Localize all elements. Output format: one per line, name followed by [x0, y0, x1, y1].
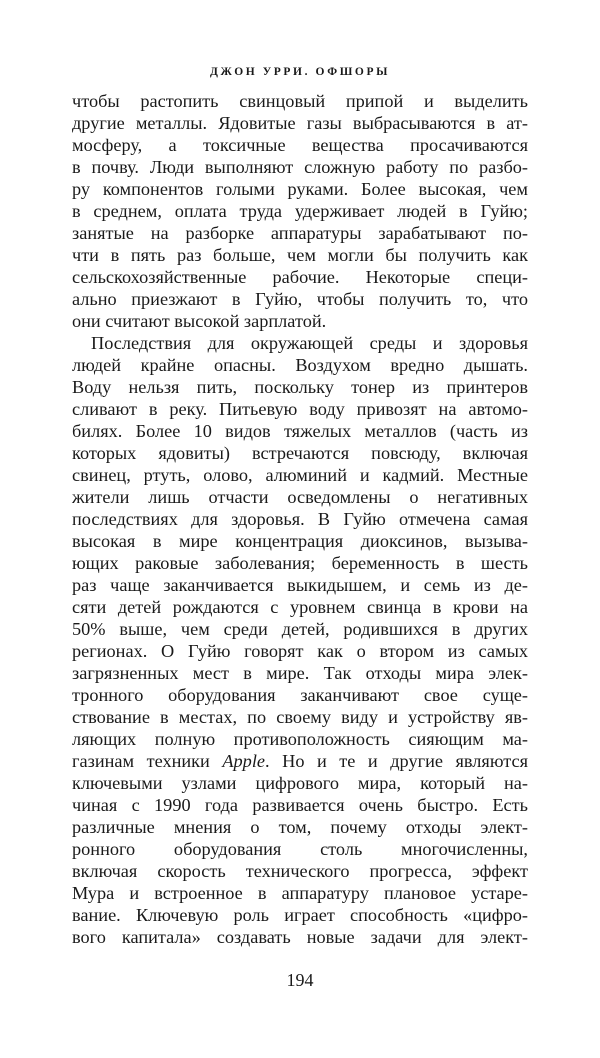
text-line: [72, 750, 528, 772]
text-line: ствование в местах, по своему виду и устройству яв-: [72, 707, 528, 727]
page-number: 194: [286, 970, 314, 990]
text-line: чти в пять раз больше, чем могли бы получить как: [72, 245, 528, 265]
text-line: Воду нельзя пить, поскольку тонер из принтеров: [72, 377, 528, 397]
text-line: вого капитала» создавать новые задачи для элект-: [72, 927, 528, 947]
text-line: в почву. Люди выполняют сложную работу по разбо-: [72, 157, 528, 177]
text-line: сливают в реку. Питьевую воду привозят на автомо-: [72, 399, 528, 419]
text-line: ру компонентов голыми руками. Более высокая, чем: [72, 179, 528, 199]
text-line: чтобы растопить свинцовый припой и выделить: [72, 91, 528, 111]
running-head: ДЖОН УРРИ. ОФШОРЫ: [210, 66, 390, 78]
text-line: они считают высокой зарплатой.: [72, 311, 327, 331]
text-segment: . Но и те и другие являются: [265, 751, 528, 771]
italic-brand-name: Apple: [222, 751, 266, 771]
text-line: ющих раковые заболевания; беременность в шесть: [72, 553, 528, 573]
text-line: сельскохозяйственные рабочие. Некоторые специ-: [72, 267, 528, 287]
text-line: Мура и встроенное в аппаратуру плановое устаре-: [72, 883, 528, 903]
text-line: мосферу, а токсичные вещества просачиваются: [72, 135, 528, 155]
text-line: билях. Более 10 видов тяжелых металлов (часть из: [72, 421, 528, 441]
text-line: ключевыми узлами цифрового мира, который на-: [72, 773, 528, 793]
text-line: ронного оборудования столь многочисленны,: [72, 839, 528, 859]
text-line: различные мнения о том, почему отходы элект-: [72, 817, 528, 837]
text-line: 50% выше, чем среди детей, родившихся в других: [72, 619, 528, 639]
text-line: регионах. О Гуйю говорят как о втором из самых: [72, 641, 528, 661]
text-line: занятые на разборке аппаратуры зарабатывают по-: [72, 223, 528, 243]
paragraph: [72, 332, 528, 948]
text-line: раз чаще заканчивается выкидышем, и семь из де-: [72, 575, 528, 595]
text-line: жители лишь отчасти осведомлены о негативных: [72, 487, 528, 507]
paragraph: [72, 90, 528, 332]
text-line: сяти детей рождаются с уровнем свинца в крови на: [72, 597, 528, 617]
text-line: в среднем, оплата труда удерживает людей в Гуйю;: [72, 201, 528, 221]
text-line: загрязненных мест в мире. Так отходы мира элек-: [72, 663, 528, 683]
text-segment: газинам техники: [72, 751, 223, 771]
text-line: людей крайне опасны. Воздухом вредно дышать.: [72, 355, 528, 375]
text-line: вание. Ключевую роль играет способность «цифро-: [72, 905, 528, 925]
text-line: последствиях для здоровья. В Гуйю отмечена самая: [72, 509, 528, 529]
text-line: свинец, ртуть, олово, алюминий и кадмий. Местные: [72, 465, 528, 485]
text-line: ально приезжают в Гуйю, чтобы получить то, что: [72, 289, 528, 309]
text-line: ляющих полную противоположность сияющим ма-: [72, 729, 528, 749]
text-line: включая скорость технического прогресса, эффект: [72, 861, 528, 881]
text-line: высокая в мире концентрация диоксинов, вызыва-: [72, 531, 528, 551]
text-line: Последствия для окружающей среды и здоровья: [91, 333, 528, 353]
text-line: которых ядовиты) встречаются повсюду, включая: [72, 443, 528, 463]
text-line: тронного оборудования заканчивают свое суще-: [72, 685, 528, 705]
text-line: чиная с 1990 года развивается очень быстро. Есть: [72, 795, 528, 815]
text-line: другие металлы. Ядовитые газы выбрасываются в ат-: [72, 113, 528, 133]
body-text: [72, 90, 528, 948]
